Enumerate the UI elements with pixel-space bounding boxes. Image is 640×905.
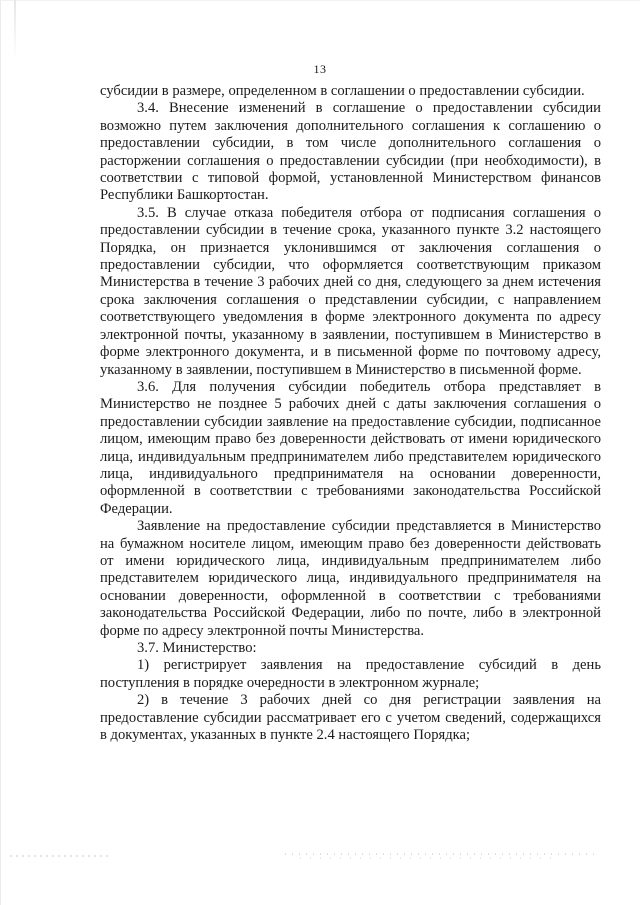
paragraph-3-7: 3.7. Министерство: bbox=[137, 640, 257, 656]
paragraph-3-7-item-2: 2) в течение 3 рабочих дней со дня регистрации заявления на предоставление субсидии рассматривает его с учетом сведений, содержащихся в документах, указанных в пункте 2.4 настоящего Порядка; bbox=[100, 692, 601, 744]
paragraph-application-submission: Заявление на предоставление субсидии представляется в Министерство на бумажном носителе лицом, имеющим право без доверенности действовать от имени юридического лица, индивидуальным предпринимателем либо представителем юридического лица, индивидуального предпринимателя на основании доверенности, оформленной в соответствии с требованиями законодательства Российской Федерации, либо по почте, либо в электронной форме по адресу электронной почты Министерства. bbox=[100, 518, 601, 639]
paragraph-3-6: 3.6. Для получения субсидии победитель отбора представляет в Министерство не позднее 5 рабочих дней с даты заключения соглашения о предоставлении субсидии заявление на предоставление субсидии, подписанное лицом, имеющим право без доверенности действовать от имени юридического лица, индивидуальным предпринимателем либо представителем юридического лица, индивидуального предпринимателя на основании доверенности, оформленной в соответствии с требованиями законодательства Российской Федерации. bbox=[100, 378, 601, 517]
scan-noise-line bbox=[0, 850, 640, 862]
paragraph-continuation: субсидии в размере, определенном в соглашении о предоставлении субсидии. bbox=[100, 83, 585, 99]
document-body bbox=[100, 83, 601, 744]
page-number: 13 bbox=[313, 62, 327, 76]
paragraph-3-5: 3.5. В случае отказа победителя отбора от подписания соглашения о предоставлении субсидии в течение срока, указанного пункте 3.2 настоящего Порядка, он признается уклонившимся от заключения соглашения о предоставлении субсидии, что оформляется соответствующим приказом Министерства в течение 3 рабочих дней со дня, следующего за днем истечения срока заключения соглашения о представлении субсидии, с направлением соответствующего уведомления в форме электронного документа по адресу электронной почты, указанному в заявлении, поступившем в Министерство в форме электронного документа, и в письменной форме по почтовому адресу, указанному в заявлении, поступившем в Министерство в письменной форме. bbox=[100, 204, 601, 378]
paragraph-3-7-item-1: 1) регистрирует заявления на предоставление субсидий в день поступления в порядке очередности в электронном журнале; bbox=[100, 657, 601, 691]
scan-artifact bbox=[14, 0, 16, 60]
paragraph-3-4: 3.4. Внесение изменений в соглашение о предоставлении субсидии возможно путем заключения дополнительного соглашения к соглашению о предоставлении субсидии, в том числе дополнительного соглашения о расторжении соглашения о предоставлении субсидии (при необходимости), в соответствии с типовой формой, установленной Министерством финансов Республики Башкортостан. bbox=[100, 100, 601, 204]
